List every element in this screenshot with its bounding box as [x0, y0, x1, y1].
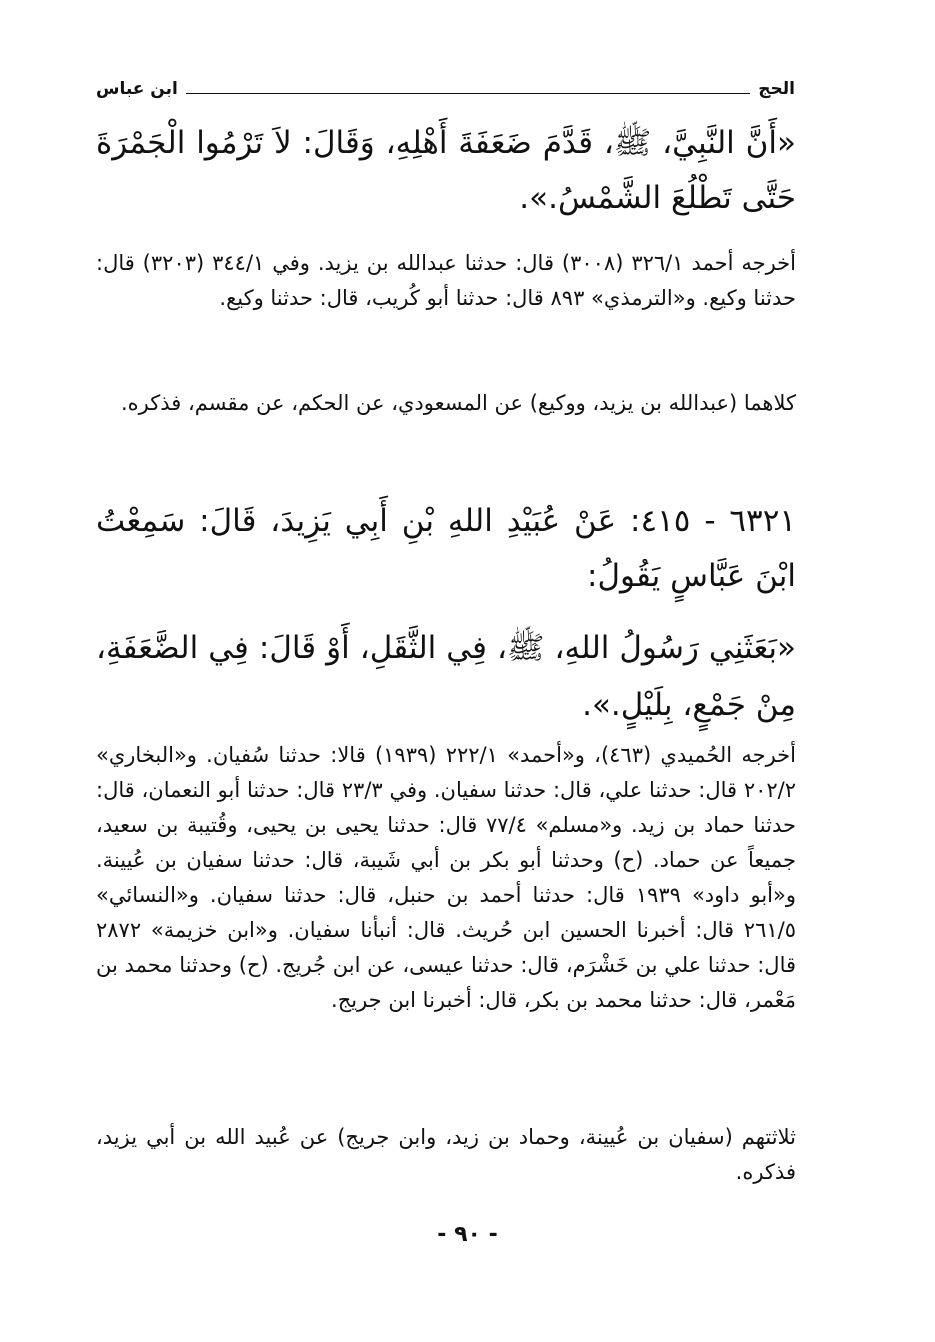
takhrij-paragraph-4: ثلاثتهم (سفيان بن عُيينة، وحماد بن زيد، وابن جريج) عن عُبيد الله بن أبي يزيد، فذكره.	[96, 1125, 796, 1184]
header-chapter: الحج	[758, 79, 795, 99]
header-narrator: ابن عباس	[96, 79, 178, 99]
hadith-text-2: «بَعَثَنِي رَسُولُ اللهِ، ﷺ، فِي الثَّقَلِ، أَوْ قَالَ: فِي الضَّعَفَةِ، مِنْ جَمْعٍ، بِلَيْلٍ.».	[96, 630, 796, 723]
takhrij-paragraph-3: أخرجه الحُميدي (٤٦٣)، و«أحمد» ٢٢٢/١ (١٩٣٩) قالا: حدثنا سُفيان. و«البخاري» ٢٠٢/٢ قال: حدثنا علي، قال: حدثنا سفيان. وفي ٢٣/٣ قال: حدثنا أبو النعمان، قال: حدثنا حماد بن زيد. و«مسلم» ٧٧/٤ قال: حدثنا يحيى بن يحيى، وقُتيبة بن سعيد، جميعاً عن حماد. (ح) وحدثنا أبو بكر بن أبي شَيبة، قال: حدثنا سفيان بن عُيينة. و«أبو داود» ١٩٣٩ قال: حدثنا أحمد بن حنبل، قال: حدثنا سفيان. و«النسائي» ٢٦١/٥ قال: أخبرنا الحسين ابن حُريث. قال: أنبأنا سفيان. و«ابن خزيمة» ٢٨٧٢ قال: حدثنا علي بن خَشْرَم، قال: حدثنا عيسى، عن ابن جُريج. (ح) وحدثنا محمد بن مَعْمر، قال: حدثنا محمد بن بكر، قال: أخبرنا ابن جريج.	[96, 743, 797, 1012]
page-number: - ٩٠ -	[437, 1222, 498, 1247]
takhrij-paragraph-1: أخرجه أحمد ٣٢٦/١ (٣٠٠٨) قال: حدثنا عبدالله بن يزيد. وفي ٣٤٤/١ (٣٢٠٣) قال: حدثنا وكيع. و«الترمذي» ٨٩٣ قال: حدثنا أبو كُريب، قال: حدثنا وكيع.	[96, 251, 796, 310]
running-header	[96, 74, 795, 104]
hadith-heading-6321: ٦٣٢١ - ٤١٥: عَنْ عُبَيْدِ اللهِ بْنِ أَبِي يَزِيدَ، قَالَ: سَمِعْتُ ابْنَ عَبَّاسٍ يَقُولُ:	[96, 503, 796, 594]
takhrij-paragraph-2: كلاهما (عبدالله بن يزيد، ووكيع) عن المسعودي، عن الحكم، عن مقسم، فذكره.	[120, 391, 796, 415]
hadith-text-1: «أَنَّ النَّبِيَّ، ﷺ، قَدَّمَ ضَعَفَةَ أَهْلِهِ، وَقَالَ: لاَ تَرْمُوا الْجَمْرَةَ حَتَّى تَطْلُعَ الشَّمْسُ.».	[96, 125, 796, 216]
header-rule	[186, 93, 750, 94]
